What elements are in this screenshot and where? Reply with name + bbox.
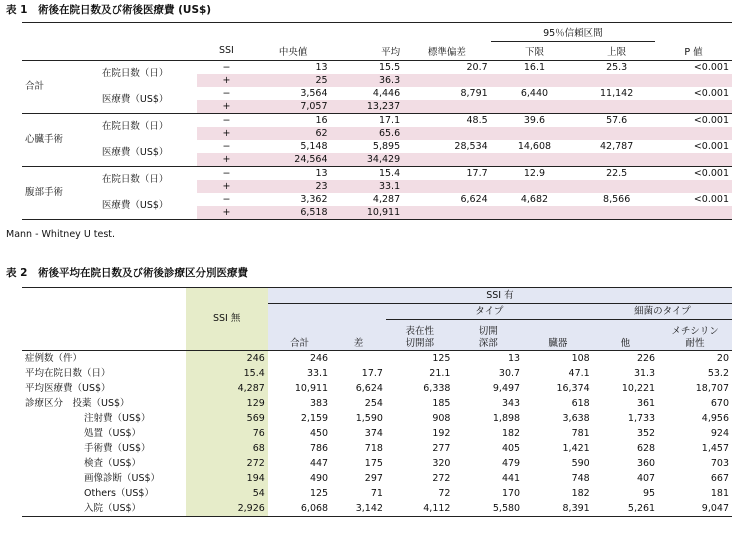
value-cell: 5,261: [627, 502, 656, 514]
value-cell: 6,624: [460, 193, 488, 205]
ci-header: 95％信頼区間: [491, 23, 655, 42]
value-cell: 352: [636, 427, 656, 439]
value-cell: 5,580: [492, 502, 521, 514]
table-row: [22, 396, 732, 411]
row-label: 画像診断（US$）: [84, 472, 161, 484]
value-cell: 125: [432, 352, 451, 364]
value-cell: 108: [571, 352, 590, 364]
value-cell: 57.6: [606, 114, 628, 126]
value-cell: [403, 127, 491, 140]
value-cell: 781: [571, 427, 590, 439]
header-blank: [268, 304, 331, 320]
table-row: [22, 486, 732, 501]
value-cell: 908: [432, 412, 451, 424]
value-cell: <0.001: [693, 167, 729, 179]
value-cell: <0.001: [693, 61, 729, 73]
ssi-none-header: SSI 無: [186, 288, 268, 351]
value-cell: 4,287: [186, 381, 268, 396]
ssi-cell: +: [197, 153, 256, 167]
value-cell: 450: [309, 427, 329, 439]
value-cell: 4,112: [423, 502, 451, 514]
value-cell: 5,148: [300, 140, 328, 152]
row-label: 注射費（US$）: [84, 412, 151, 424]
value-cell: 343: [501, 397, 521, 409]
table-row: [22, 426, 732, 441]
value-cell: 175: [364, 457, 383, 469]
table-row: [22, 61, 732, 75]
value-cell: 3,142: [355, 502, 383, 514]
value-cell: 6,440: [520, 87, 549, 99]
table1-title: 表 1 術後在院日数及び術後医療費 (US$): [6, 4, 212, 16]
table-row: [22, 471, 732, 486]
value-cell: 182: [571, 487, 590, 499]
table-row: [22, 87, 732, 100]
header-blank: [22, 320, 186, 351]
value-cell: 226: [636, 352, 656, 364]
value-cell: 14,608: [517, 140, 552, 152]
value-cell: 95: [643, 487, 656, 499]
value-cell: 47.1: [568, 367, 590, 379]
value-cell: 10,911: [294, 382, 329, 394]
value-cell: 16,374: [556, 382, 590, 394]
value-cell: [655, 100, 732, 114]
table-row: [22, 140, 732, 153]
value-cell: 18,707: [695, 382, 729, 394]
value-cell: 65.6: [331, 127, 404, 140]
row-label: 在院日数（日）: [99, 114, 197, 141]
row-label: 処置（US$）: [84, 427, 142, 439]
value-cell: [655, 127, 732, 140]
value-cell: 53.2: [707, 367, 729, 379]
value-cell: 618: [571, 397, 590, 409]
table1: [22, 22, 732, 220]
value-cell: 20: [716, 352, 729, 364]
value-cell: 42,787: [600, 140, 634, 152]
value-cell: [491, 100, 579, 114]
column-header: 平均: [381, 46, 401, 58]
value-cell: 1,590: [355, 412, 383, 424]
value-cell: 1,898: [492, 412, 521, 424]
row-label: 症例数（件）: [25, 352, 83, 364]
value-cell: 36.3: [331, 74, 404, 87]
ssi-cell: −: [222, 114, 231, 126]
value-cell: 54: [186, 486, 268, 501]
value-cell: 15.4: [186, 366, 268, 381]
value-cell: 590: [571, 457, 590, 469]
value-cell: 9,047: [701, 502, 729, 514]
value-cell: 718: [364, 442, 383, 454]
column-header: SSI: [219, 45, 234, 57]
value-cell: [331, 351, 386, 367]
row-label: 在院日数（日）: [99, 167, 197, 194]
value-cell: [655, 180, 732, 193]
table-row: [22, 193, 732, 206]
column-header: 上限: [607, 47, 627, 58]
ssi-cell: −: [222, 61, 231, 73]
value-cell: 9,497: [492, 382, 521, 394]
value-cell: 22.5: [606, 167, 628, 179]
value-cell: 3,638: [562, 412, 590, 424]
value-cell: 670: [710, 397, 729, 409]
table2: [22, 287, 732, 517]
table-row: [22, 366, 732, 381]
value-cell: 361: [636, 397, 656, 409]
value-cell: 48.5: [466, 114, 488, 126]
value-cell: 3,564: [300, 87, 328, 99]
value-cell: <0.001: [693, 193, 729, 205]
header-blank: [22, 42, 99, 61]
value-cell: 16: [315, 114, 328, 126]
value-cell: [403, 100, 491, 114]
row-label: Others（US$）: [84, 487, 154, 499]
value-cell: 16.1: [523, 61, 546, 73]
value-cell: [578, 153, 655, 167]
column-header: 臓器: [523, 320, 593, 351]
ssi-yes-header: SSI 有: [268, 288, 732, 304]
value-cell: 25.3: [606, 61, 628, 73]
row-label: 医療費（US$）: [99, 193, 197, 220]
ssi-cell: −: [222, 140, 231, 152]
ssi-cell: −: [222, 193, 231, 205]
value-cell: 479: [501, 457, 521, 469]
value-cell: <0.001: [693, 140, 729, 152]
ssi-cell: +: [197, 206, 256, 220]
value-cell: 62: [256, 127, 331, 140]
group-label: 心臓手術: [22, 114, 99, 167]
row-label: 手術費（US$）: [84, 442, 151, 454]
value-cell: 23: [256, 180, 331, 193]
value-cell: 68: [186, 441, 268, 456]
value-cell: 13: [507, 352, 521, 364]
value-cell: 320: [432, 457, 451, 469]
value-cell: 383: [309, 397, 329, 409]
table-row: [22, 114, 732, 128]
value-cell: 8,791: [460, 87, 488, 99]
ssi-cell: −: [222, 87, 231, 99]
value-cell: [655, 74, 732, 87]
value-cell: 405: [501, 442, 521, 454]
value-cell: 3,362: [300, 193, 328, 205]
table-row: [22, 501, 732, 517]
value-cell: 34,429: [331, 153, 404, 167]
value-cell: 447: [309, 457, 329, 469]
value-cell: 5,895: [372, 140, 401, 152]
value-cell: 72: [438, 487, 451, 499]
table-row: [22, 411, 732, 426]
value-cell: [578, 206, 655, 220]
value-cell: [578, 100, 655, 114]
table-row: [22, 167, 732, 181]
value-cell: 125: [309, 487, 329, 499]
header-blank: [331, 304, 386, 320]
value-cell: [655, 206, 732, 220]
row-label: 在院日数（日）: [99, 61, 197, 88]
row-label: 平均医療費（US$）: [25, 382, 111, 394]
value-cell: 8,566: [603, 193, 631, 205]
column-header: 中央値: [278, 46, 308, 58]
value-cell: 2,926: [186, 501, 268, 517]
value-cell: 4,446: [372, 87, 401, 99]
group-label: 腹部手術: [22, 167, 99, 220]
table-row: [22, 456, 732, 471]
value-cell: 33.1: [331, 180, 404, 193]
value-cell: [491, 74, 579, 87]
value-cell: 129: [186, 396, 268, 411]
header-blank: [22, 288, 186, 304]
value-cell: [403, 74, 491, 87]
value-cell: 31.3: [633, 367, 656, 379]
value-cell: 10,911: [331, 206, 404, 220]
value-cell: 254: [364, 397, 383, 409]
value-cell: <0.001: [693, 87, 729, 99]
header-blank: [22, 304, 186, 320]
value-cell: 360: [636, 457, 656, 469]
value-cell: 7,057: [256, 100, 331, 114]
ssi-cell: −: [222, 167, 231, 179]
value-cell: 192: [432, 427, 451, 439]
ssi-cell: +: [197, 100, 256, 114]
row-label: 医療費（US$）: [99, 140, 197, 167]
row-label: 検査（US$）: [84, 457, 142, 469]
value-cell: 15.5: [378, 61, 401, 73]
value-cell: 13,237: [331, 100, 404, 114]
value-cell: 15.4: [378, 167, 401, 179]
table-row: [22, 351, 732, 367]
value-cell: 12.9: [523, 167, 546, 179]
value-cell: 1,457: [701, 442, 729, 454]
value-cell: 194: [186, 471, 268, 486]
value-cell: 170: [501, 487, 521, 499]
value-cell: 569: [186, 411, 268, 426]
row-label: 入院（US$）: [84, 502, 142, 514]
value-cell: [655, 153, 732, 167]
value-cell: [491, 153, 579, 167]
value-cell: 182: [501, 427, 521, 439]
value-cell: [578, 127, 655, 140]
group-label: 合計: [22, 61, 99, 114]
value-cell: 703: [710, 457, 729, 469]
row-label: 診療区分 投薬（US$）: [25, 397, 130, 409]
value-cell: 246: [309, 352, 329, 364]
value-cell: [578, 74, 655, 87]
value-cell: 185: [432, 397, 451, 409]
table-row: [22, 441, 732, 456]
value-cell: 272: [186, 456, 268, 471]
column-header: 切開 深部: [453, 320, 523, 351]
value-cell: 4,956: [701, 412, 729, 424]
header-blank: [99, 42, 197, 61]
value-cell: [403, 180, 491, 193]
value-cell: 30.7: [498, 367, 521, 379]
type-header: タイプ: [386, 304, 593, 320]
value-cell: 71: [370, 487, 383, 499]
value-cell: 4,682: [520, 193, 549, 205]
value-cell: [403, 206, 491, 220]
value-cell: 407: [636, 472, 656, 484]
value-cell: 11,142: [600, 87, 634, 99]
value-cell: 277: [432, 442, 451, 454]
column-header: 表在性 切開部: [386, 320, 454, 351]
value-cell: <0.001: [693, 114, 729, 126]
row-label: 平均在院日数（日）: [25, 367, 111, 379]
value-cell: 1,421: [562, 442, 590, 454]
value-cell: 786: [309, 442, 329, 454]
value-cell: 748: [571, 472, 590, 484]
value-cell: 28,534: [454, 140, 488, 152]
column-header: 他: [593, 320, 658, 351]
bacteria-header: 細菌のタイプ: [593, 304, 732, 320]
value-cell: 17.7: [466, 167, 488, 179]
value-cell: 10,221: [621, 382, 656, 394]
column-header: 下限: [524, 47, 544, 58]
value-cell: 39.6: [523, 114, 546, 126]
value-cell: 2,159: [300, 412, 329, 424]
row-label: 医療費（US$）: [99, 87, 197, 114]
value-cell: 6,518: [256, 206, 331, 220]
table-row: [22, 381, 732, 396]
value-cell: 8,391: [562, 502, 590, 514]
value-cell: 374: [364, 427, 383, 439]
column-header: P 値: [684, 46, 703, 58]
value-cell: 272: [432, 472, 451, 484]
value-cell: 25: [256, 74, 331, 87]
ssi-cell: +: [197, 127, 256, 140]
value-cell: 297: [364, 472, 383, 484]
value-cell: 33.1: [306, 367, 329, 379]
column-header: 差: [331, 320, 386, 351]
value-cell: 1,733: [627, 412, 656, 424]
value-cell: 181: [710, 487, 729, 499]
ssi-cell: +: [197, 180, 256, 193]
value-cell: 13: [315, 61, 328, 73]
value-cell: 246: [186, 351, 268, 367]
column-header: メチシリン 耐性: [658, 320, 732, 351]
value-cell: 20.7: [466, 61, 488, 73]
column-header: 合計: [268, 320, 331, 351]
value-cell: 6,068: [300, 502, 329, 514]
value-cell: 924: [710, 427, 729, 439]
value-cell: 6,624: [355, 382, 383, 394]
value-cell: 21.1: [429, 367, 451, 379]
ssi-cell: +: [197, 74, 256, 87]
value-cell: 17.7: [361, 367, 383, 379]
value-cell: 17.1: [378, 114, 401, 126]
value-cell: [403, 153, 491, 167]
value-cell: 6,338: [423, 382, 451, 394]
value-cell: 4,287: [372, 193, 401, 205]
column-header: 標準偏差: [427, 46, 466, 58]
value-cell: [491, 180, 579, 193]
table1-note: Mann - Whitney U test.: [6, 229, 116, 240]
value-cell: 490: [309, 472, 329, 484]
value-cell: [491, 206, 579, 220]
value-cell: 13: [315, 167, 328, 179]
value-cell: 24,564: [256, 153, 331, 167]
value-cell: 76: [186, 426, 268, 441]
table2-title: 表 2 術後平均在院日数及び術後診療区分別医療費: [6, 267, 248, 279]
value-cell: 441: [501, 472, 521, 484]
value-cell: 667: [710, 472, 729, 484]
value-cell: [578, 180, 655, 193]
value-cell: 628: [636, 442, 656, 454]
value-cell: [491, 127, 579, 140]
